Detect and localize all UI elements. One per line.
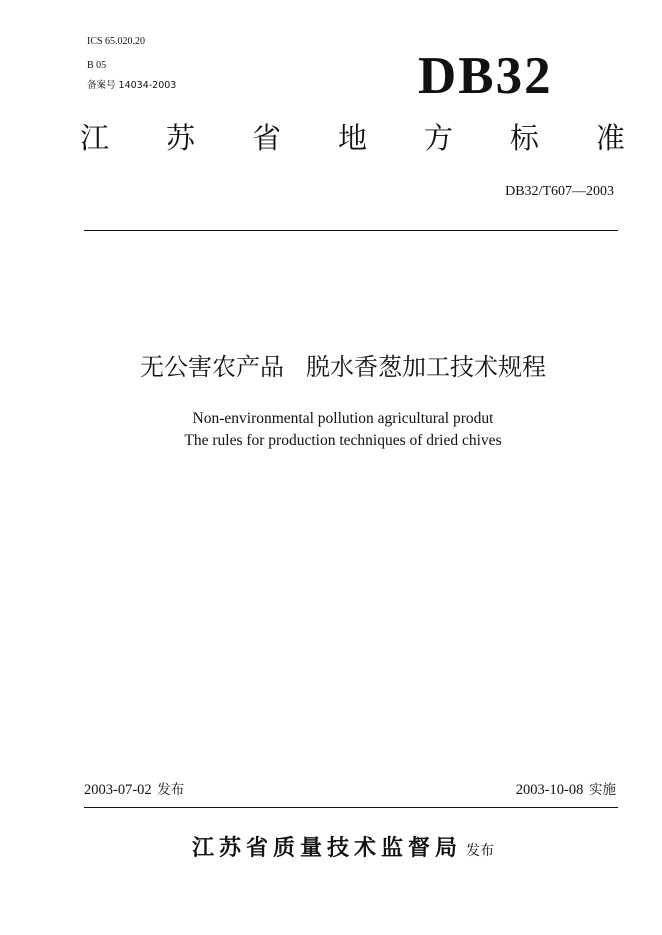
title-cn-part2: 脱水香葱加工技术规程: [306, 353, 546, 381]
title-char: 江: [80, 121, 110, 155]
ccs-code: B 05: [87, 60, 107, 71]
title-cn-part1: 无公害农产品: [140, 353, 284, 381]
implementation-date: [516, 780, 616, 800]
publisher-action: 发布: [466, 843, 494, 859]
title-char: 苏: [165, 121, 195, 155]
implementation-date-label: 实施: [589, 782, 616, 798]
document-title-en-line1: Non-environmental pollution agricultural produt: [192, 410, 494, 427]
standard-code: DB32: [418, 47, 553, 105]
title-char: 标: [509, 121, 539, 155]
standard-number: DB32/T607—2003: [505, 184, 614, 199]
ics-code: ICS 65.020.20: [87, 36, 146, 47]
title-char: 省: [251, 121, 281, 155]
publisher-line: [0, 834, 662, 864]
title-char: 方: [423, 121, 453, 155]
footer-divider: [84, 807, 618, 808]
filing-number: 备案号 14034-2003: [87, 80, 177, 91]
title-char: 地: [337, 121, 367, 155]
issue-date-label: 发布: [157, 782, 185, 798]
document-title-cn: [0, 350, 662, 384]
publisher-name: 江苏省质量技术监督局: [191, 836, 462, 861]
issue-date: [84, 780, 184, 800]
implementation-date-value: 2003-10-08: [515, 782, 584, 798]
standard-category-title: [80, 118, 625, 158]
header-divider: [84, 230, 618, 231]
title-char: 准: [595, 121, 625, 155]
document-title-en-line2: The rules for production techniques of dried chives: [184, 432, 502, 449]
issue-date-value: 2003-07-02: [84, 782, 152, 798]
